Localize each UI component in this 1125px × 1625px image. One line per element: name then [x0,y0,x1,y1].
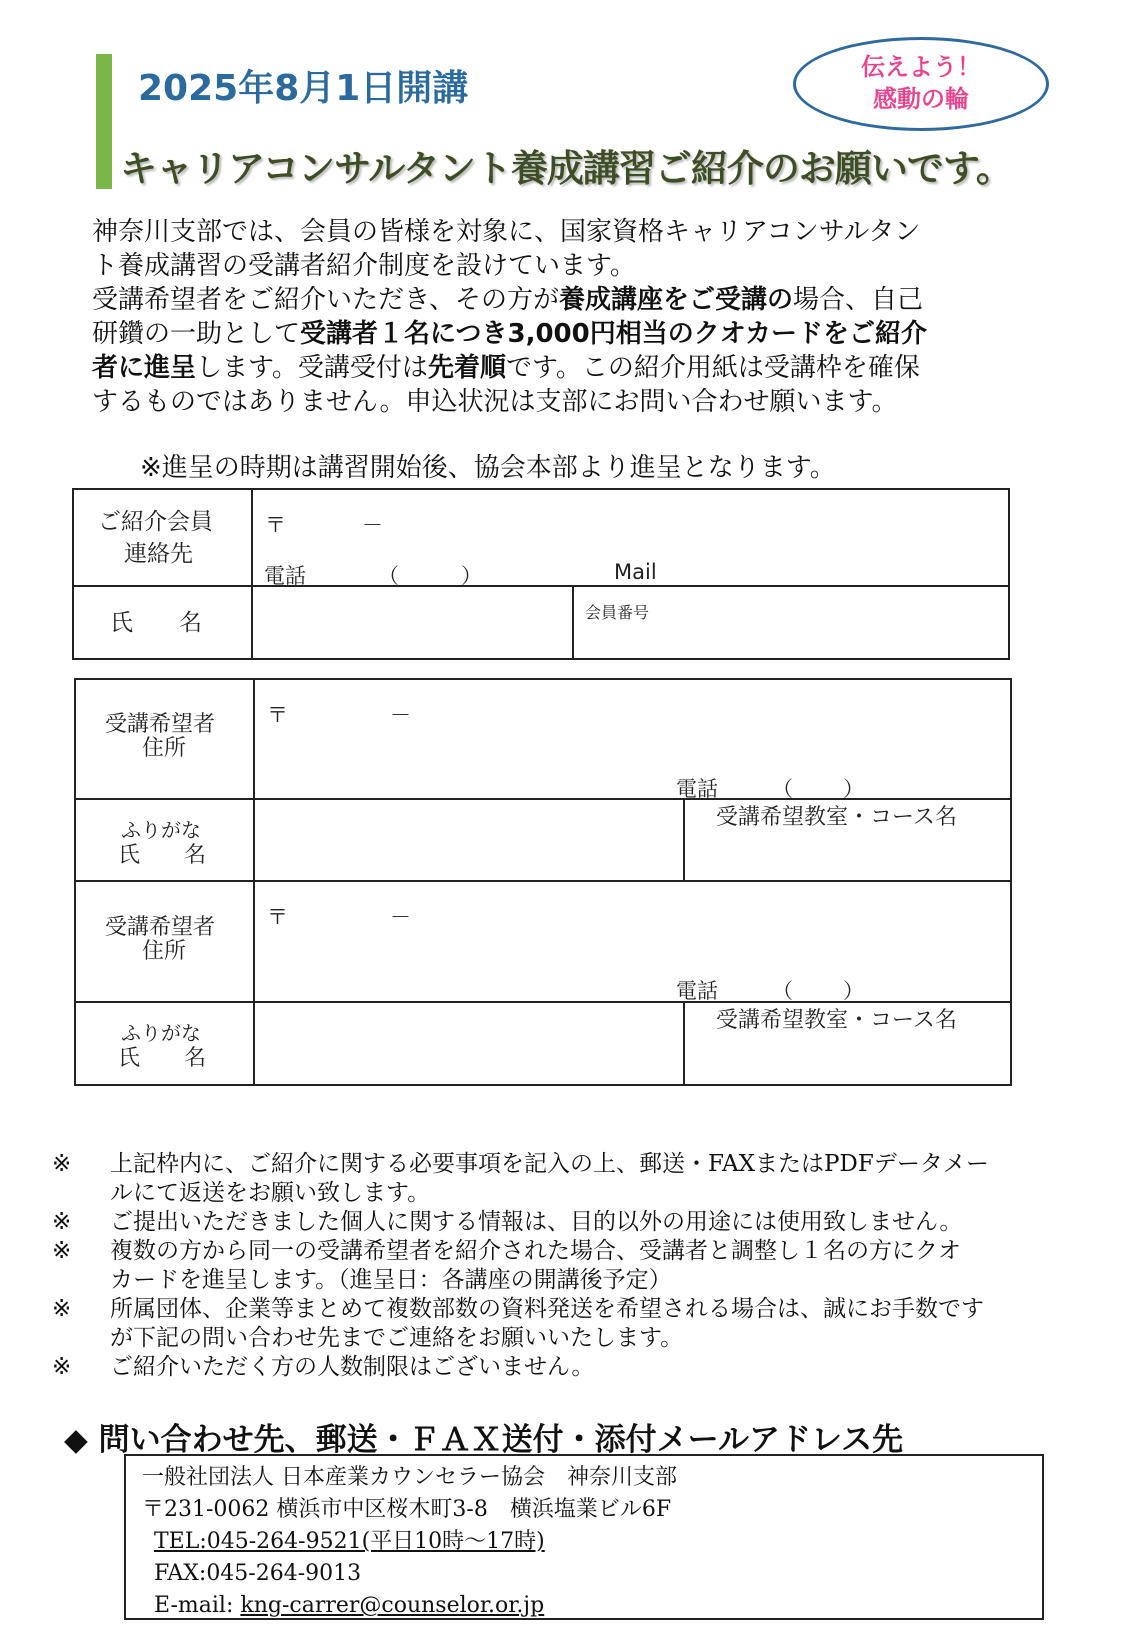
intro-line: するものではありません。申込状況は支部にお問い合わせ願います。 [92,387,898,417]
contact-email-row [142,1590,1042,1622]
applicant-name-label: 氏 名 [118,1046,207,1071]
contact-tel-row [142,1526,1042,1558]
contact-box [124,1454,1044,1620]
note-item [52,1150,1092,1208]
postal-dash: － [390,703,411,727]
postal-dash: － [362,513,383,537]
column-divider [683,798,685,880]
referrer-name-label: 氏 名 [110,610,202,636]
paren-close: ） [843,777,864,801]
intro-emphasis: 者に進呈 [92,353,197,383]
intro-text: 研鑽の一助として [92,319,301,349]
intro-line [92,317,1042,351]
postal-dash: － [390,905,411,929]
referrer-contact-label-2: 連絡先 [124,541,193,567]
intro-text: 場合、自己 [792,285,923,315]
member-number-field[interactable] [576,620,1006,657]
note-mark: ※ [52,1354,72,1380]
phone-label: 電話 [264,564,306,588]
note-line: ご紹介いただく方の人数制限はございません。 [110,1354,595,1380]
note-mark: ※ [52,1151,72,1177]
member-number-label: 会員番号 [585,603,650,622]
mail-label: Mail [614,560,657,584]
organization-name: 一般社団法人 日本産業カウンセラー協会 神奈川支部 [142,1465,677,1490]
row-divider [74,880,1012,882]
referrer-contact-label-1: ご紹介会員 [98,509,213,535]
presentation-note: ※進呈の時期は講習開始後、協会本部より進呈となります。 [140,453,836,483]
note-mark: ※ [52,1209,72,1235]
intro-text: 受講希望者をご紹介いただき、その方が [92,285,559,315]
email-link[interactable]: kng-carrer@counselor.or.jp [240,1593,545,1618]
applicant-name-label: 氏 名 [118,843,207,868]
postal-address: 〒231-0062 横浜市中区桜木町3-8 横浜塩業ビル6F [142,1497,672,1522]
intro-text: です。この紹介用紙は受講枠を確保 [505,353,920,383]
postal-mark: 〒 [267,703,288,727]
furigana-label: ふりがな [121,1021,201,1045]
intro-paragraph [92,215,1042,419]
note-line: が下記の問い合わせ先までご連絡をお願いいたします。 [110,1325,684,1351]
notes-list [52,1150,1092,1382]
note-line: ルにて返送をお願い致します。 [110,1180,431,1206]
contact-heading: ◆ 問い合わせ先、郵送・ＦＡＸ送付・添付メールアドレス先 [64,1422,904,1458]
course-label: 受講希望教室・コース名 [716,1008,957,1033]
note-mark: ※ [52,1296,72,1322]
course-field[interactable] [687,1031,1009,1083]
note-item [52,1295,1092,1353]
note-line: 上記枠内に、ご紹介に関する必要事項を記入の上、郵送・FAXまたはPDFデータメー [110,1151,989,1177]
applicant-address-label-1: 受講希望者 [105,915,216,940]
intro-line [92,351,1042,385]
intro-line [92,283,1042,317]
note-line: 所属団体、企業等まとめて複数部数の資料発送を希望される場合は、誠にお手数です [110,1296,984,1322]
note-line: ご提出いただきました個人に関する情報は、目的以外の用途には使用致しません。 [110,1209,963,1235]
intro-line: ト養成講習の受講者紹介制度を設けています。 [92,251,636,281]
referrer-address-field[interactable] [290,505,990,545]
applicant-address-label-1: 受講希望者 [105,712,216,737]
paren-open: （ [772,979,793,1003]
intro-text: します。受講受付は [196,353,428,383]
slogan-line-1: 伝えよう！ [861,53,981,81]
phone-label: 電話 [676,777,718,801]
course-field[interactable] [687,828,1009,878]
intro-emphasis: 養成講座をご受講の [558,285,793,315]
paren-open: （ [772,777,793,801]
column-divider [251,488,253,660]
note-mark: ※ [52,1238,72,1264]
applicant-name-field[interactable] [257,1005,680,1083]
column-divider [683,1001,685,1086]
page-title: キャリアコンサルタント養成講習ご紹介のお願いです。 [120,147,1012,190]
email-label: E-mail: [154,1593,241,1618]
opening-date: 2025年8月1日開講 [138,68,469,109]
applicant-address-field[interactable] [257,682,1009,762]
column-divider [572,585,574,660]
referrer-name-field[interactable] [255,589,569,657]
contact-fax: FAX:045-264-9013 [154,1561,362,1586]
note-item [52,1208,1092,1237]
slogan-badge [793,37,1049,131]
paren-close: ） [843,979,864,1003]
note-item [52,1353,1092,1382]
row-divider [72,585,1010,587]
phone-label: 電話 [676,979,718,1003]
note-line: カードを進呈します。（進呈日：各講座の開講後予定） [110,1267,672,1293]
slogan-line-2: 感動の輪 [873,85,969,113]
tel-link[interactable]: TEL:045-264-9521(平日10時～17時) [154,1529,545,1554]
applicant-name-field[interactable] [257,802,680,877]
furigana-label: ふりがな [121,818,201,842]
accent-bar [96,54,112,189]
paren-close: ） [461,564,482,588]
course-label: 受講希望教室・コース名 [716,805,957,830]
intro-line: 神奈川支部では、会員の皆様を対象に、国家資格キャリアコンサルタン [92,217,921,247]
postal-mark: 〒 [267,905,288,929]
column-divider [253,678,255,1086]
applicant-address-label-2: 住所 [142,939,187,964]
postal-mark: 〒 [265,513,286,537]
applicant-address-field[interactable] [257,884,1009,964]
intro-emphasis: 受講者１名につき3,000円相当のクオカードをご紹介 [300,319,927,349]
applicant-address-label-2: 住所 [142,736,187,761]
note-line: 複数の方から同一の受講希望者を紹介された場合、受講者と調整し１名の方にクオ [110,1238,961,1264]
intro-emphasis: 先着順 [427,353,506,383]
paren-open: （ [378,564,399,588]
note-item [52,1237,1092,1295]
